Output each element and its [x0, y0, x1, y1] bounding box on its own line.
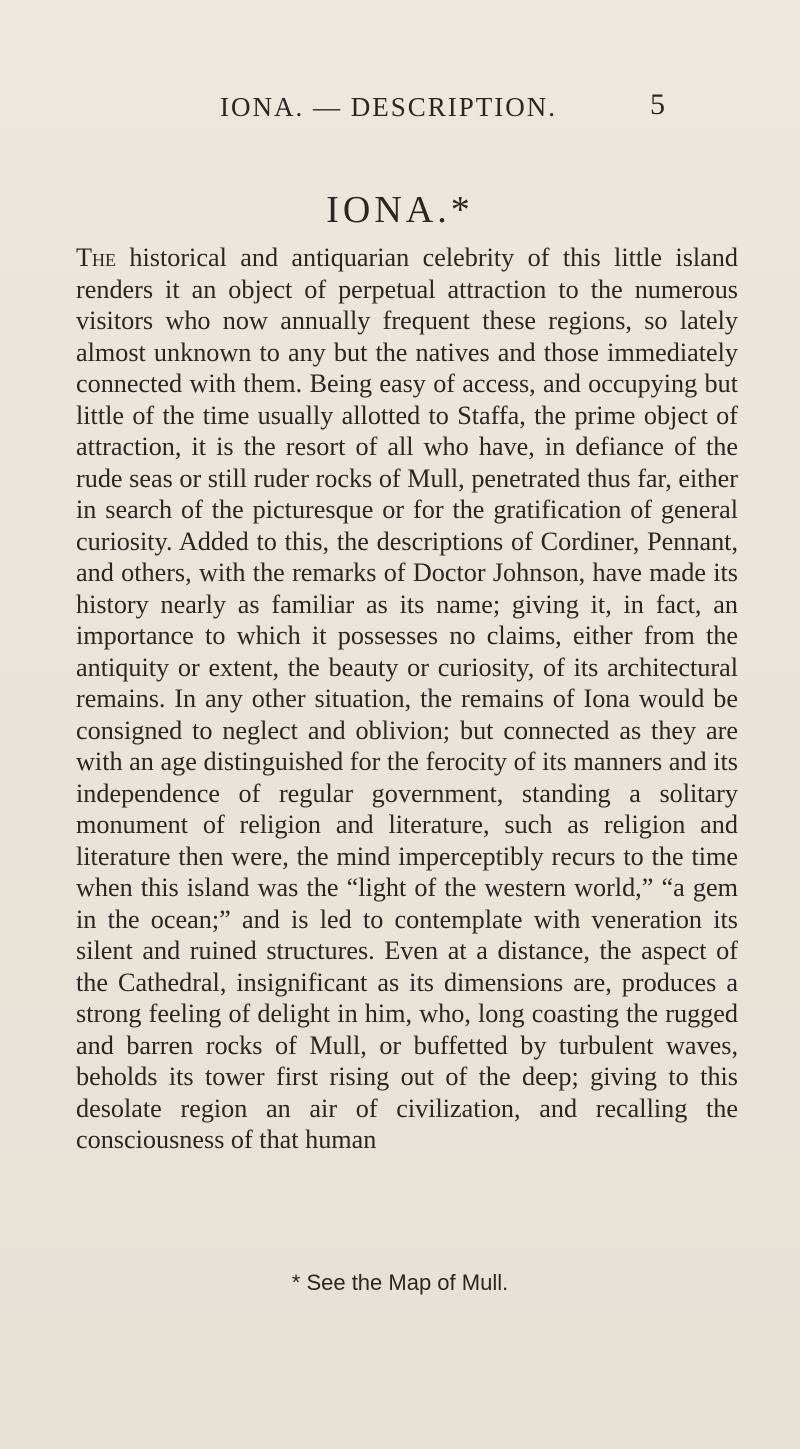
body-paragraph — [76, 242, 738, 1156]
paragraph-text: historical and antiquarian celebrity of this little island renders it an object of perpetual attraction to the numerous visitors who now annually frequent these regions, so lately almost unknown to any but the natives and those immediately connected with them. Being easy of access, and occupying but little of the time usually allotted to Staffa, the prime object of attraction, it is the resort of all who have, in defiance of the rude seas or still ruder rocks of Mull, penetrated thus far, either in search of the picturesque or for the gratification of general curiosity. Added to this, the descriptions of Cordiner, Pennant, and others, with the remarks of Doctor Johnson, have made its history nearly as familiar as its name; giving it, in fact, an importance to which it possesses no claims, either from the antiquity or extent, the beauty or curiosity, of its architectural remains. In any other situation, the remains of Iona would be consigned to neglect and oblivion; but connected as they are with an age distinguished for the ferocity of its manners and its independence of regular government, standing a solitary monument of religion and literature, such as religion and literature then were, the mind imperceptibly recurs to the time when this island was the “light of the western world,” “a gem in the ocean;” and is led to contemplate with veneration its silent and ruined structures. Even at a distance, the aspect of the Cathedral, insignificant as its dimensions are, produces a strong feeling of delight in him, who, long coasting the rugged and barren rocks of Mull, or buffetted by turbulent waves, beholds its tower first rising out of the deep; giving to this desolate region an air of civilization, and recalling the consciousness of that human — [76, 243, 738, 1154]
chapter-title: IONA.* — [326, 189, 474, 231]
lead-word: The — [76, 243, 116, 272]
footnote: * See the Map of Mull. — [291, 1270, 509, 1295]
page-number: 5 — [650, 88, 665, 121]
running-head: IONA. — DESCRIPTION. — [220, 92, 557, 122]
